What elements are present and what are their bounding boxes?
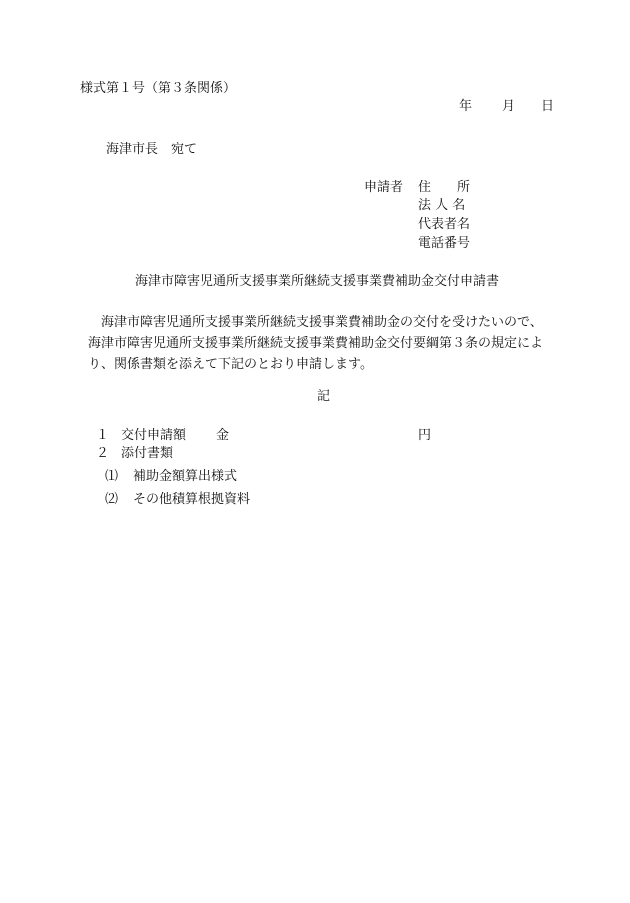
item1-kin: 金 xyxy=(216,428,230,443)
item2-label: 添付書類 xyxy=(121,446,174,461)
date-year: 年 xyxy=(459,99,473,114)
applicant-field-phone: 電話番号 xyxy=(418,236,471,251)
sub-item-label: その他積算根拠資料 xyxy=(133,492,251,507)
item1-number: １ xyxy=(96,428,110,443)
applicant-field-address: 住 所 xyxy=(418,180,471,195)
item1-yen: 円 xyxy=(418,428,432,443)
addressee: 海津市長 宛て xyxy=(106,142,198,157)
form-label: 様式第１号（第３条関係） xyxy=(80,81,237,96)
sub-item-number: ⑴ xyxy=(105,469,119,484)
item2-number: ２ xyxy=(96,446,110,461)
date-month: 月 xyxy=(502,99,516,114)
applicant-field-representative: 代表者名 xyxy=(418,217,471,232)
body-paragraph xyxy=(88,312,578,375)
sub-item-label: 補助金額算出様式 xyxy=(133,469,238,484)
applicant-field-corporation: 法 人 名 xyxy=(418,198,466,213)
sub-item-number: ⑵ xyxy=(105,492,119,507)
item1-label: 交付申請額 xyxy=(121,428,187,443)
body-line: り、関係書類を添えて下記のとおり申請します。 xyxy=(88,357,373,372)
ki-heading: 記 xyxy=(317,389,331,404)
body-line: 海津市障害児通所支援事業所継続支援事業費補助金交付要綱第３条の規定によ xyxy=(88,336,544,351)
applicant-label: 申請者 xyxy=(364,180,404,195)
document-title: 海津市障害児通所支援事業所継続支援事業費補助金交付申請書 xyxy=(135,274,500,289)
body-line: 海津市障害児通所支援事業所継続支援事業費補助金の交付を受けたいので、 xyxy=(88,315,543,330)
date-day: 日 xyxy=(541,99,555,114)
